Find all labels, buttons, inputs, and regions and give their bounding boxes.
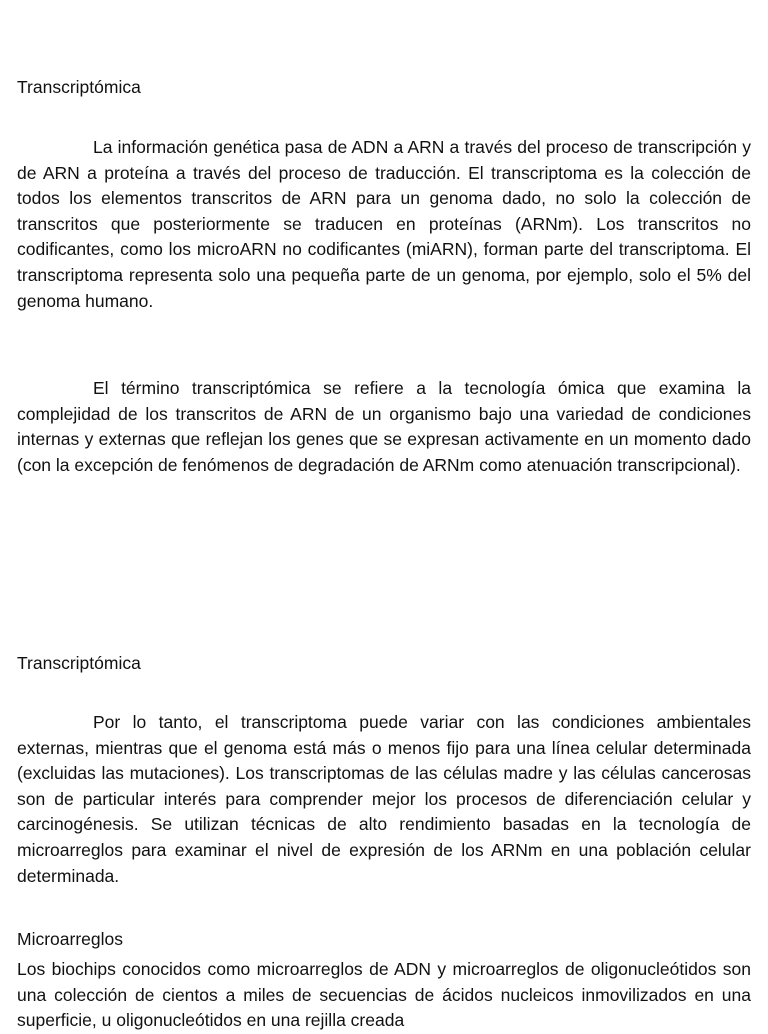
section-heading-microarreglos: Microarreglos bbox=[17, 929, 123, 949]
section-heading-transcriptomica-1: Transcriptómica bbox=[17, 77, 141, 97]
section-heading-transcriptomica-2: Transcriptómica bbox=[17, 653, 141, 673]
paragraph-transcriptome-variation: Por lo tanto, el transcriptoma puede variar con las condiciones ambientales externas, mientras que el genoma está más o menos fijo para una línea celular determinada (excluidas las mutaciones). Los transcriptomas de las células madre y las células cancerosas son de particular interés para comprender mejor los procesos de diferenciación celular y carcinogénesis. Se utilizan técnicas de alto rendimiento basadas en la tecnología de microarreglos para examinar el nivel de expresión de los ARNm en una población celular determinada. bbox=[17, 712, 751, 886]
paragraph-transcriptomics-definition: El término transcriptómica se refiere a la tecnología ómica que examina la complejidad de los transcritos de ARN de un organismo bajo una variedad de condiciones internas y externas que reflejan los genes que se expresan activamente en un momento dado (con la excepción de fenómenos de degradación de ARNm como atenuación transcripcional). bbox=[17, 378, 751, 475]
paragraph-biochips: Los biochips conocidos como microarreglos de ADN y microarreglos de oligonucleótidos son una colección de cientos a miles de secuencias de ácidos nucleicos inmovilizados en una superficie, u oligonucleótidos en una rejilla creada bbox=[17, 959, 751, 1031]
paragraph-transcription-info: La información genética pasa de ADN a ARN a través del proceso de transcripción y de ARN a proteína a través del proceso de traducción. El transcriptoma es la colección de todos los elementos transcritos de ARN para un genoma dado, no solo la colección de transcritos que posteriormente se traducen en proteínas (ARNm). Los transcritos no codificantes, como los microARN no codificantes (miARN), forman parte del transcriptoma. El transcriptoma representa solo una pequeña parte de un genoma, por ejemplo, solo el 5% del genoma humano. bbox=[17, 137, 751, 311]
